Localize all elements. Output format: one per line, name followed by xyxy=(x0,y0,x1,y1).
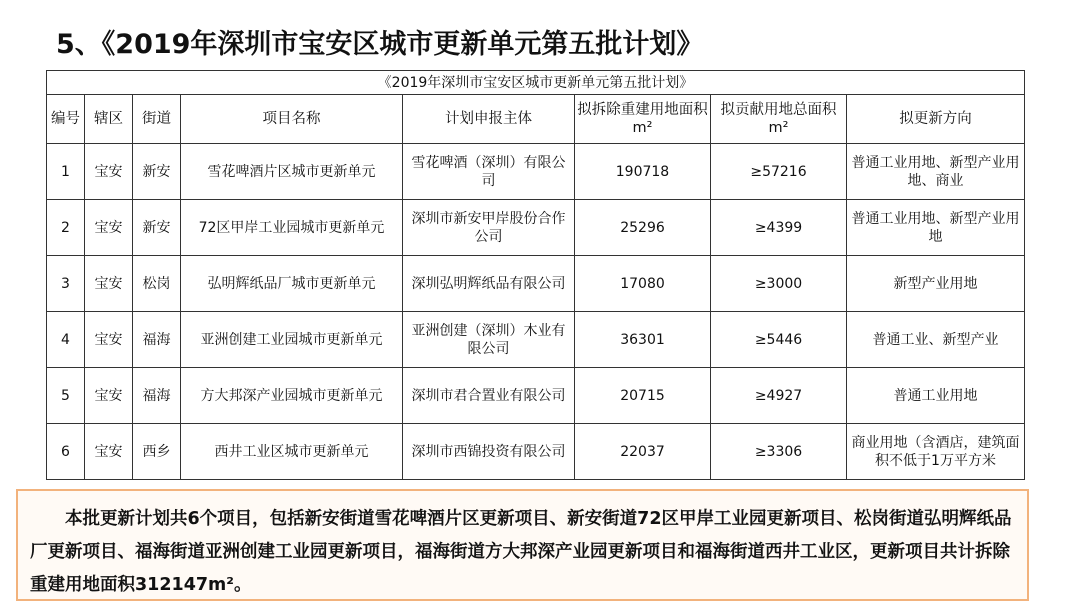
header-no: 编号 xyxy=(47,95,85,144)
header-demolish-area: 拟拆除重建用地面积 m² xyxy=(575,95,711,144)
cell-district: 宝安 xyxy=(85,144,133,200)
cell-no: 1 xyxy=(47,144,85,200)
cell-contrib-area: ≥4927 xyxy=(711,368,847,424)
cell-demolish-area: 36301 xyxy=(575,312,711,368)
cell-contrib-area: ≥4399 xyxy=(711,200,847,256)
cell-direction: 新型产业用地 xyxy=(847,256,1025,312)
cell-project: 72区甲岸工业园城市更新单元 xyxy=(181,200,403,256)
table-row xyxy=(47,424,1025,480)
cell-applicant: 深圳市西锦投资有限公司 xyxy=(403,424,575,480)
table-row xyxy=(47,256,1025,312)
cell-no: 6 xyxy=(47,424,85,480)
cell-street: 新安 xyxy=(133,144,181,200)
cell-direction: 普通工业、新型产业 xyxy=(847,312,1025,368)
plan-table-container xyxy=(46,70,1025,480)
header-street: 街道 xyxy=(133,95,181,144)
cell-contrib-area: ≥57216 xyxy=(711,144,847,200)
cell-direction: 普通工业用地 xyxy=(847,368,1025,424)
cell-contrib-area: ≥3306 xyxy=(711,424,847,480)
cell-street: 福海 xyxy=(133,368,181,424)
page-title: 5、《2019年深圳市宝安区城市更新单元第五批计划》 xyxy=(56,29,704,60)
header-project: 项目名称 xyxy=(181,95,403,144)
cell-street: 新安 xyxy=(133,200,181,256)
cell-direction: 普通工业用地、新型产业用地 xyxy=(847,200,1025,256)
table-caption: 《2019年深圳市宝安区城市更新单元第五批计划》 xyxy=(47,71,1025,95)
cell-applicant: 雪花啤酒（深圳）有限公司 xyxy=(403,144,575,200)
cell-project: 西井工业区城市更新单元 xyxy=(181,424,403,480)
cell-no: 3 xyxy=(47,256,85,312)
cell-direction: 普通工业用地、新型产业用地、商业 xyxy=(847,144,1025,200)
cell-project: 方大邦深产业园城市更新单元 xyxy=(181,368,403,424)
cell-demolish-area: 25296 xyxy=(575,200,711,256)
cell-district: 宝安 xyxy=(85,368,133,424)
cell-project: 亚洲创建工业园城市更新单元 xyxy=(181,312,403,368)
cell-street: 福海 xyxy=(133,312,181,368)
header-district: 辖区 xyxy=(85,95,133,144)
table-row xyxy=(47,200,1025,256)
cell-demolish-area: 22037 xyxy=(575,424,711,480)
cell-applicant: 亚洲创建（深圳）木业有限公司 xyxy=(403,312,575,368)
cell-applicant: 深圳弘明辉纸品有限公司 xyxy=(403,256,575,312)
cell-street: 松岗 xyxy=(133,256,181,312)
cell-district: 宝安 xyxy=(85,200,133,256)
summary-note: 本批更新计划共6个项目，包括新安街道雪花啤酒片区更新项目、新安街道72区甲岸工业园更新项目、松岗街道弘明辉纸品厂更新项目、福海街道亚洲创建工业园更新项目，福海街道方大邦深产业园更新项目和福海街道西井工业区，更新项目共计拆除重建用地面积312147m²。 xyxy=(16,489,1029,601)
cell-no: 2 xyxy=(47,200,85,256)
cell-applicant: 深圳市新安甲岸股份合作公司 xyxy=(403,200,575,256)
cell-direction: 商业用地（含酒店，建筑面积不低于1万平方米 xyxy=(847,424,1025,480)
table-row xyxy=(47,144,1025,200)
table-row xyxy=(47,368,1025,424)
plan-table xyxy=(46,70,1025,480)
table-header-row xyxy=(47,95,1025,144)
cell-project: 弘明辉纸品厂城市更新单元 xyxy=(181,256,403,312)
header-contrib-area: 拟贡献用地总面积 m² xyxy=(711,95,847,144)
header-applicant: 计划申报主体 xyxy=(403,95,575,144)
cell-project: 雪花啤酒片区城市更新单元 xyxy=(181,144,403,200)
cell-contrib-area: ≥5446 xyxy=(711,312,847,368)
cell-no: 4 xyxy=(47,312,85,368)
cell-no: 5 xyxy=(47,368,85,424)
cell-district: 宝安 xyxy=(85,256,133,312)
cell-district: 宝安 xyxy=(85,424,133,480)
cell-demolish-area: 17080 xyxy=(575,256,711,312)
table-row xyxy=(47,312,1025,368)
cell-district: 宝安 xyxy=(85,312,133,368)
cell-contrib-area: ≥3000 xyxy=(711,256,847,312)
cell-street: 西乡 xyxy=(133,424,181,480)
header-direction: 拟更新方向 xyxy=(847,95,1025,144)
cell-demolish-area: 190718 xyxy=(575,144,711,200)
cell-demolish-area: 20715 xyxy=(575,368,711,424)
cell-applicant: 深圳市君合置业有限公司 xyxy=(403,368,575,424)
